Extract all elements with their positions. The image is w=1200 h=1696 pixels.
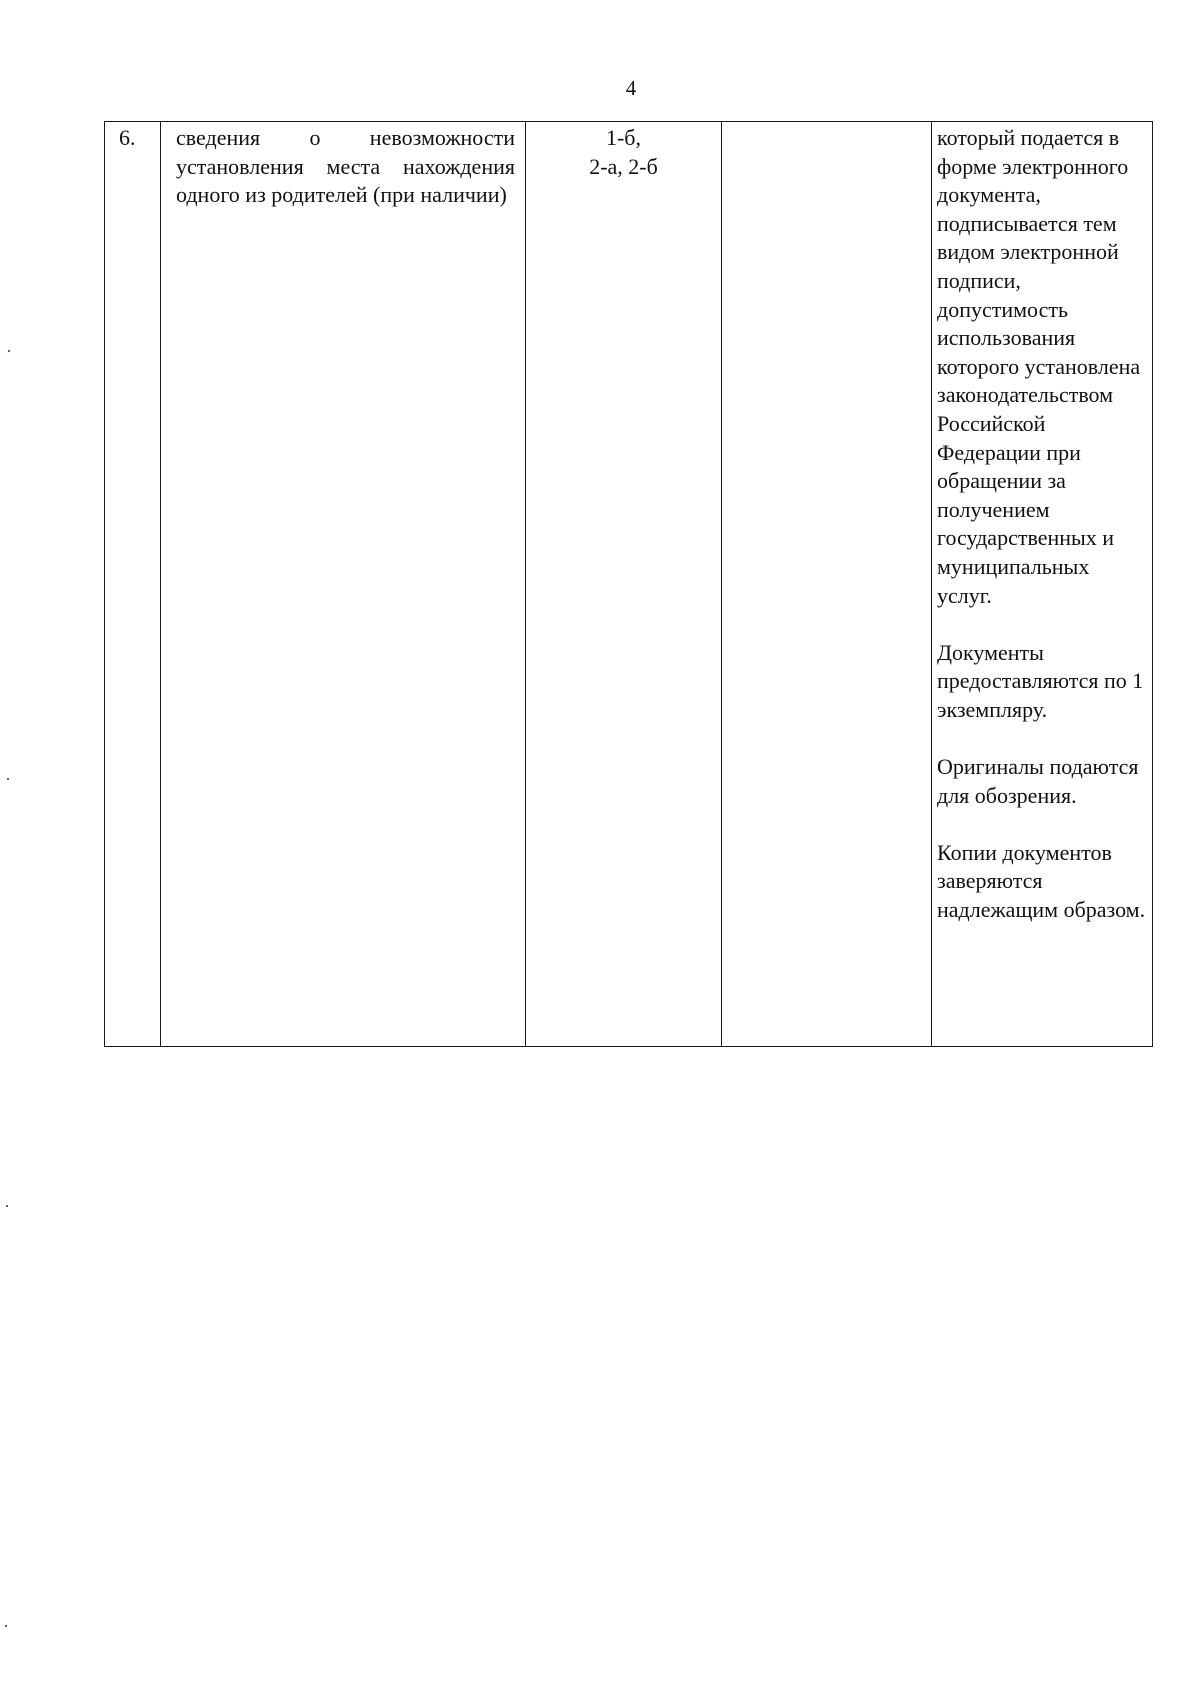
scan-speck	[7, 778, 9, 780]
note-paragraph: Копии документов заверяются надлежащим образом.	[937, 839, 1146, 923]
row-description: сведения о невозможности установления места нахождения одного из родителей (при наличии)	[176, 125, 515, 208]
scan-speck	[6, 1205, 8, 1207]
note-paragraph: который подается в форме электронного документа, подписывается тем видом электронной подписи, допустимость использования которого установлена законодательством Российской Федерации при обращении за получением государственных и муниципальных услуг.	[937, 125, 1141, 608]
row-code-line: 1-б,	[605, 125, 642, 150]
scan-speck	[8, 350, 10, 352]
row-number-cell	[105, 122, 161, 1047]
row-notes	[932, 122, 1152, 925]
row-notes-cell	[932, 122, 1153, 1047]
row-empty-cell	[722, 122, 932, 1047]
row-codes-cell	[526, 122, 722, 1047]
scan-speck	[5, 1625, 7, 1627]
row-codes	[526, 122, 721, 181]
document-table	[104, 121, 1153, 1047]
row-code-line: 2-а, 2-б	[589, 153, 658, 179]
note-paragraph: Оригиналы подаются для обозрения.	[937, 754, 1139, 808]
page-number: 4	[625, 76, 637, 100]
row-description-cell	[161, 122, 526, 1047]
note-paragraph: Документы предоставляются по 1 экземпляру.	[937, 639, 1144, 722]
table-row	[105, 122, 1153, 1047]
row-number: 6.	[119, 125, 136, 150]
